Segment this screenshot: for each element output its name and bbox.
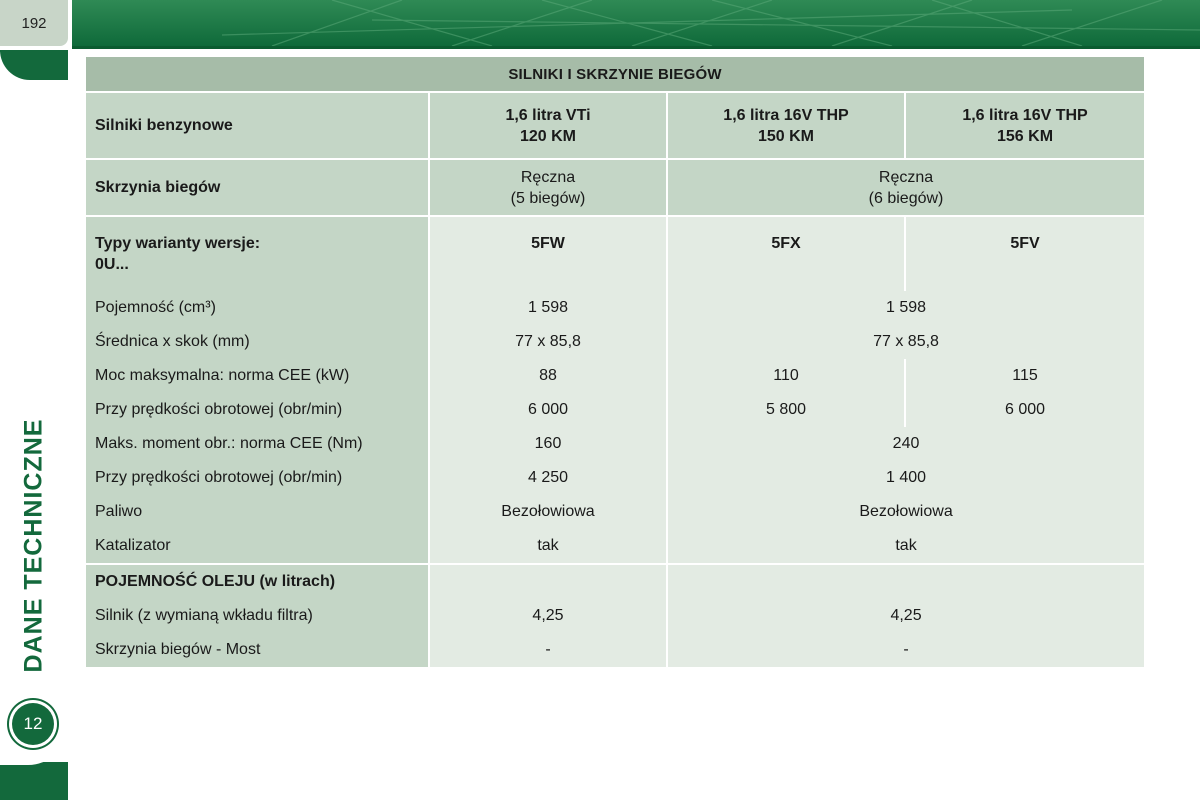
table-row bbox=[86, 325, 1144, 359]
variant-row bbox=[86, 217, 1144, 291]
oil-heading-row bbox=[86, 563, 1144, 599]
gearbox-a bbox=[428, 160, 666, 217]
spec-value-a: 88 bbox=[428, 359, 666, 393]
spec-value-a: - bbox=[428, 633, 666, 667]
gearbox-a-gears: (5 biegów) bbox=[510, 189, 586, 207]
spec-value-a: 4,25 bbox=[428, 599, 666, 633]
table-row bbox=[86, 291, 1144, 325]
variant-a: 5FW bbox=[428, 217, 666, 291]
variant-c: 5FV bbox=[904, 217, 1144, 291]
oil-heading-spacer-a bbox=[428, 563, 666, 599]
gearbox-label: Skrzynia biegów bbox=[86, 160, 428, 217]
table-row bbox=[86, 495, 1144, 529]
spec-value-bc: 4,25 bbox=[666, 599, 1144, 633]
engine-c-name: 1,6 litra 16V THP bbox=[962, 106, 1088, 124]
engine-header-row bbox=[86, 93, 1144, 160]
engine-header-b bbox=[666, 93, 904, 160]
spec-label: Przy prędkości obrotowej (obr/min) bbox=[86, 461, 428, 495]
table-row bbox=[86, 393, 1144, 427]
spec-value-bc: - bbox=[666, 633, 1144, 667]
chapter-title: DANE TECHNICZNE bbox=[19, 418, 48, 672]
table-title-row bbox=[86, 57, 1144, 93]
header-decorative-band bbox=[72, 0, 1200, 46]
gearbox-bc-gears: (6 biegów) bbox=[868, 189, 944, 207]
spec-value-a: 4 250 bbox=[428, 461, 666, 495]
table-row bbox=[86, 461, 1144, 495]
spec-value-a: Bezołowiowa bbox=[428, 495, 666, 529]
table-row bbox=[86, 427, 1144, 461]
table-row bbox=[86, 529, 1144, 563]
spec-label: Moc maksymalna: norma CEE (kW) bbox=[86, 359, 428, 393]
spec-value-a: 77 x 85,8 bbox=[428, 325, 666, 359]
table-row bbox=[86, 359, 1144, 393]
gearbox-bc-type: Ręczna bbox=[878, 168, 934, 186]
header-rule bbox=[72, 46, 1200, 49]
gearbox-row bbox=[86, 160, 1144, 217]
gearbox-a-type: Ręczna bbox=[520, 168, 576, 186]
variant-label-line2: 0U... bbox=[95, 256, 129, 273]
gearbox-bc bbox=[666, 160, 1144, 217]
variant-b: 5FX bbox=[666, 217, 904, 291]
spec-label: Paliwo bbox=[86, 495, 428, 529]
engine-b-power: 150 KM bbox=[757, 127, 815, 145]
spec-value-bc: tak bbox=[666, 529, 1144, 563]
spec-label: Przy prędkości obrotowej (obr/min) bbox=[86, 393, 428, 427]
chapter-title-vertical bbox=[14, 400, 54, 690]
spec-label: Maks. moment obr.: norma CEE (Nm) bbox=[86, 427, 428, 461]
spec-label: Katalizator bbox=[86, 529, 428, 563]
spec-label: Silnik (z wymianą wkładu filtra) bbox=[86, 599, 428, 633]
chapter-number: 12 bbox=[23, 714, 43, 733]
spec-value-bc: 1 598 bbox=[666, 291, 1144, 325]
header-pattern bbox=[72, 0, 1200, 46]
oil-heading-spacer-bc bbox=[666, 563, 1144, 599]
chapter-sidebar-bottom bbox=[0, 762, 68, 800]
variant-label bbox=[86, 217, 428, 291]
chapter-number-badge bbox=[12, 703, 54, 745]
engine-a-power: 120 KM bbox=[519, 127, 577, 145]
spec-value-bc: Bezołowiowa bbox=[666, 495, 1144, 529]
table-row bbox=[86, 633, 1144, 667]
spec-value-c: 115 bbox=[904, 359, 1144, 393]
engine-b-name: 1,6 litra 16V THP bbox=[723, 106, 849, 124]
spec-label: Średnica x skok (mm) bbox=[86, 325, 428, 359]
spec-value-b: 110 bbox=[666, 359, 904, 393]
spec-value-bc: 1 400 bbox=[666, 461, 1144, 495]
engine-c-power: 156 KM bbox=[997, 127, 1054, 145]
spec-value-bc: 240 bbox=[666, 427, 1144, 461]
spec-value-a: 1 598 bbox=[428, 291, 666, 325]
spec-value-a: tak bbox=[428, 529, 666, 563]
engine-header-a bbox=[428, 93, 666, 160]
spec-value-b: 5 800 bbox=[666, 393, 904, 427]
engine-header-c bbox=[904, 93, 1144, 160]
engine-type-label: Silniki benzynowe bbox=[86, 93, 428, 160]
table-title: SILNIKI I SKRZYNIE BIEGÓW bbox=[86, 57, 1144, 93]
spec-value-bc: 77 x 85,8 bbox=[666, 325, 1144, 359]
table-row bbox=[86, 599, 1144, 633]
variant-label-line1: Typy warianty wersje: bbox=[95, 235, 261, 252]
spec-value-c: 6 000 bbox=[904, 393, 1144, 427]
oil-heading: POJEMNOŚĆ OLEJU (w litrach) bbox=[86, 563, 428, 599]
page-number: 192 bbox=[0, 0, 68, 46]
spec-value-a: 160 bbox=[428, 427, 666, 461]
spec-value-a: 6 000 bbox=[428, 393, 666, 427]
engines-gearboxes-table bbox=[86, 57, 1144, 667]
spec-label: Pojemność (cm³) bbox=[86, 291, 428, 325]
engine-a-name: 1,6 litra VTi bbox=[505, 106, 591, 124]
spec-label: Skrzynia biegów - Most bbox=[86, 633, 428, 667]
